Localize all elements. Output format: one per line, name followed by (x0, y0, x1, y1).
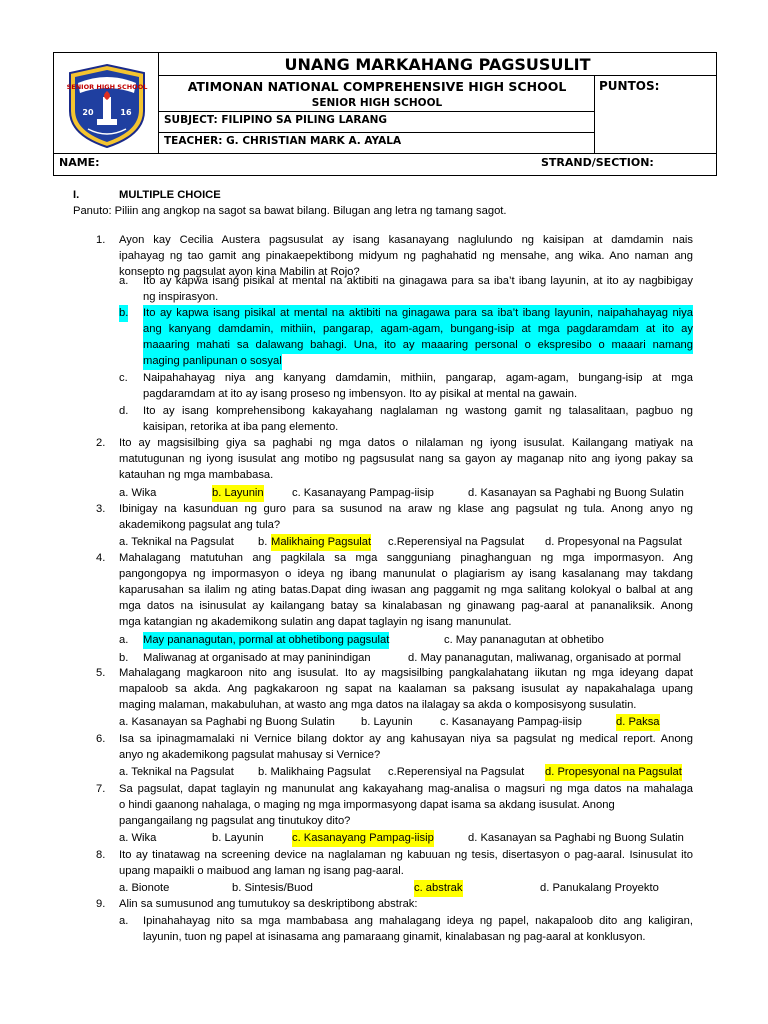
question-text: o hindi gaanong nahalaga, o maging ng mga impormasyong dapat isama sa akdang isusulat. Anong (119, 799, 615, 811)
choice-letter: a. (119, 275, 129, 287)
choice-letter: b. (258, 536, 268, 548)
choice-b: b. Sintesis/Buod (232, 882, 313, 894)
section-number: I. (73, 189, 80, 201)
choice-text: pagdaramdam at ito ay isang proseso ng imbensyon. Ito ay pisikal at mental na gawain. (143, 388, 578, 400)
question-text: upang mapaikli o maibuod ang laman ng isang pag-aaral. (119, 865, 404, 877)
choice-a: a. Teknikal na Pagsulat (119, 766, 234, 778)
choice-letter: d. (119, 405, 129, 417)
choice-letter: b. (119, 652, 129, 664)
question-text: mga datos na isinusulat ay kailangang batay sa kinalabasan ng ginawang pag-aaral at pananaliksik. Anong (119, 600, 693, 612)
instructions: Panuto: Piliin ang angkop na sagot sa bawat bilang. Bilugan ang letra ng tamang sagot. (73, 205, 507, 217)
choice-a: a. Wika (119, 487, 157, 499)
choice-a: a. Teknikal na Pagsulat (119, 536, 234, 548)
logo-text: SENIOR HIGH SCHOOL (66, 83, 148, 91)
question-text: Isa sa ipinagmamalaki ni Vernice bilang doktor ay ang kahusayan niya sa pagsulat ng medical report. Anong (119, 733, 693, 745)
question-text: Ito ay tinatawag na screening device na naglalaman ng kabuuan ng tesis, disertasyon o pag-aaral. Isinusulat ito (119, 849, 693, 861)
choice-text-correct: maaaring mahati sa dalawang bahagi. Una, ito ay maaaring personal o ekspresibo o maaari namang (143, 337, 693, 354)
school-level: SENIOR HIGH SCHOOL (311, 97, 443, 109)
choice-c: c. May pananagutan at obhetibo (444, 634, 604, 646)
question-number: 1. (96, 234, 106, 246)
choice-d: d. Panukalang Proyekto (540, 882, 659, 894)
school-logo (66, 63, 148, 149)
divider (158, 111, 594, 112)
question-text: mapaloob sa akda. Ang pagkakaroon ng sapat na kaalaman sa paksang isusulat ay napakahalaga upang (119, 683, 693, 695)
question-text: matutugunan ng iyong isusulat ang motibo ng pagsusulat nang sa gayon ay maganap nito ang iyong pakay sa (119, 453, 693, 465)
choice-a: a. Bionote (119, 882, 170, 894)
choice-text-correct: maging panlipunan o sosyal (143, 353, 282, 370)
question-text: Mahalagang magkaroon nito ang isusulat. Ito ay magsisilbing pangkalahatang iikutan ng mga ideyang dapat (119, 667, 693, 679)
choice-letter: c. (119, 372, 128, 384)
question-text: Ayon kay Cecilia Austera pagsusulat ay isang kasanayang naglulundo ng kaisipan at damdamin nais (119, 234, 693, 246)
section-title: MULTIPLE CHOICE (119, 189, 221, 201)
question-number: 8. (96, 849, 106, 861)
choice-c: c. Kasanayang Pampag-iisip (440, 716, 582, 728)
divider (54, 153, 716, 154)
choice-c: c.Reperensiyal na Pagsulat (388, 766, 525, 778)
choice-b: b. Malikhaing Pagsulat (258, 766, 371, 778)
question-text: pangangailang ng pagsulat ang tinutukoy dito? (119, 815, 351, 827)
choice-b: b. Layunin (361, 716, 413, 728)
school-name: ATIMONAN NATIONAL COMPREHENSIVE HIGH SCHOOL (187, 79, 567, 94)
choice-letter: a. (119, 634, 129, 646)
question-text: mga katangian ng akademikong sulatin ang dapat taglayin ng isang manunulat. (119, 616, 512, 628)
question-number: 9. (96, 898, 106, 910)
choice-d-correct: d. Paksa (616, 714, 660, 731)
question-text: anyo ng akademikong pagsulat mahusay si Vernice? (119, 749, 381, 761)
choice-text-correct: ang kanyang damdamin, mithiin, pangarap, agam-agam, bungang-isip at mga pagdaramdam at ito ay (143, 321, 693, 338)
choice-c-correct: c. Kasanayang Pampag-iisip (292, 830, 434, 847)
choice-letter: b. (119, 305, 128, 322)
question-text: akademikong pagsulat ang tula? (119, 519, 281, 531)
puntos-label: PUNTOS: (599, 79, 660, 93)
choice-c: c. Kasanayang Pampag-iisip (292, 487, 434, 499)
choice-d: d. Kasanayan sa Paghabi ng Buong Sulatin (468, 832, 684, 844)
choice-text: Naipahahayag niya ang kanyang damdamin, mithiin, pangarap, agam-agam, bungang-isip at mga (143, 372, 693, 384)
question-number: 3. (96, 503, 106, 515)
question-text: maging malaman, makabuluhan, at wasto ang mga datos na ilalagay sa akda o komposisyong susulatin. (119, 699, 637, 711)
question-text: katauhan ng mga mambabasa. (119, 469, 274, 481)
choice-d: d. Kasanayan sa Paghabi ng Buong Sulatin (468, 487, 684, 499)
choice-text: layunin, tuon ng papel at isinasama ang pamaraang ginamit, kinalabasan ng pag-aaral at konklusyon. (143, 931, 646, 943)
question-text: konsepto ng pagsulat ayon kina Mabilin at Rojo? (119, 266, 360, 278)
question-text: pangongopya ng impormasyon o ideya ng ibang manunulat o plagiarism ay isang kasalanang may takdang (119, 568, 693, 580)
question-number: 2. (96, 437, 106, 449)
question-number: 6. (96, 733, 106, 745)
choice-text: Ipinahahayag nito sa mga mambabasa ang mahalagang ideya ng papel, nakapaloob dito ang kaligiran, (143, 915, 693, 927)
subject-label: SUBJECT: FILIPINO SA PILING LARANG (164, 114, 388, 126)
question-text: Alin sa sumusunod ang tumutukoy sa deskriptibong abstrak: (119, 898, 418, 910)
question-number: 4. (96, 552, 106, 564)
question-number: 5. (96, 667, 106, 679)
question-text: Sa pagsulat, dapat taglayin ng manunulat ang kakayahang mag-analisa o magsuri ng mga datos na mahalaga (119, 783, 693, 795)
divider (158, 132, 594, 133)
choice-text: ng inspirasyon. (143, 291, 219, 303)
choice-c-correct: c. abstrak (414, 880, 463, 897)
exam-title: UNANG MARKAHANG PAGSUSULIT (284, 55, 591, 74)
name-field-label: NAME: (59, 156, 100, 169)
question-text: Mahalagang matutuhan ang pagkilala sa mga sangguniang pinaghanguan ng mga impormasyon. Ang (119, 552, 693, 564)
teacher-label: TEACHER: G. CHRISTIAN MARK A. AYALA (164, 135, 402, 147)
strand-section-label: STRAND/SECTION: (541, 156, 654, 169)
exam-header-table (53, 52, 717, 176)
choice-a: a. Kasanayan sa Paghabi ng Buong Sulatin (119, 716, 335, 728)
question-number: 7. (96, 783, 106, 795)
choice-text: kaisipan, retorika at iba pang elemento. (143, 421, 339, 433)
choice-letter: a. (119, 915, 129, 927)
choice-text: Ito ay kapwa isang pisikal at mental na aktibiti na ginagawa para sa iba’t ibang layunin, at ito ay nagbibigay (143, 275, 693, 287)
choice-b: b. Layunin (212, 832, 264, 844)
choice-b-correct: Malikhaing Pagsulat (271, 534, 371, 551)
logo-year-left: 20 (82, 108, 94, 117)
divider (158, 75, 716, 76)
question-text: kaparusahan sa ilalim ng ating batas.Dapat ding iwasan ang paggamit ng mga salitang kolokyal o balbal at ang (119, 584, 693, 596)
choice-d-correct: d. Propesyonal na Pagsulat (545, 764, 682, 781)
choice-d: d. Propesyonal na Pagsulat (545, 536, 682, 548)
question-text: Ito ay magsisilbing giya sa paghabi ng mga datos o nilalaman ng iyong isusulat. Kailangang matiyak na (119, 437, 693, 449)
choice-a: a. Wika (119, 832, 157, 844)
choice-text-correct: Ito ay kapwa isang pisikal at mental na aktibiti na ginagawa para sa iba’t ibang layunin, naipahahayag niya (143, 305, 693, 322)
choice-d: d. May pananagutan, maliwanag, organisado at pormal (408, 652, 682, 664)
choice-b-correct: b. Layunin (212, 485, 264, 502)
question-text: ipahayag ng tao gamit ang pinakaepektibong midyum ng paghahatid ng mensahe, ang wika. Ano naman ang (119, 250, 693, 262)
choice-text: Ito ay isang komprehensibong kakayahang naglalaman ng wastong gamit ng talasalitaan, pagbuo ng (143, 405, 693, 417)
choice-c: c.Reperensiyal na Pagsulat (388, 536, 525, 548)
choice-a-correct: May pananagutan, pormal at obhetibong pagsulat (143, 632, 389, 649)
question-text: Ibinigay na kasunduan ng guro para sa susunod na araw ng klase ang pagsulat ng tula. Anong anyo ng (119, 503, 693, 515)
logo-year-right: 16 (120, 108, 132, 117)
choice-b: Maliwanag at organisado at may paninindigan (143, 652, 371, 664)
